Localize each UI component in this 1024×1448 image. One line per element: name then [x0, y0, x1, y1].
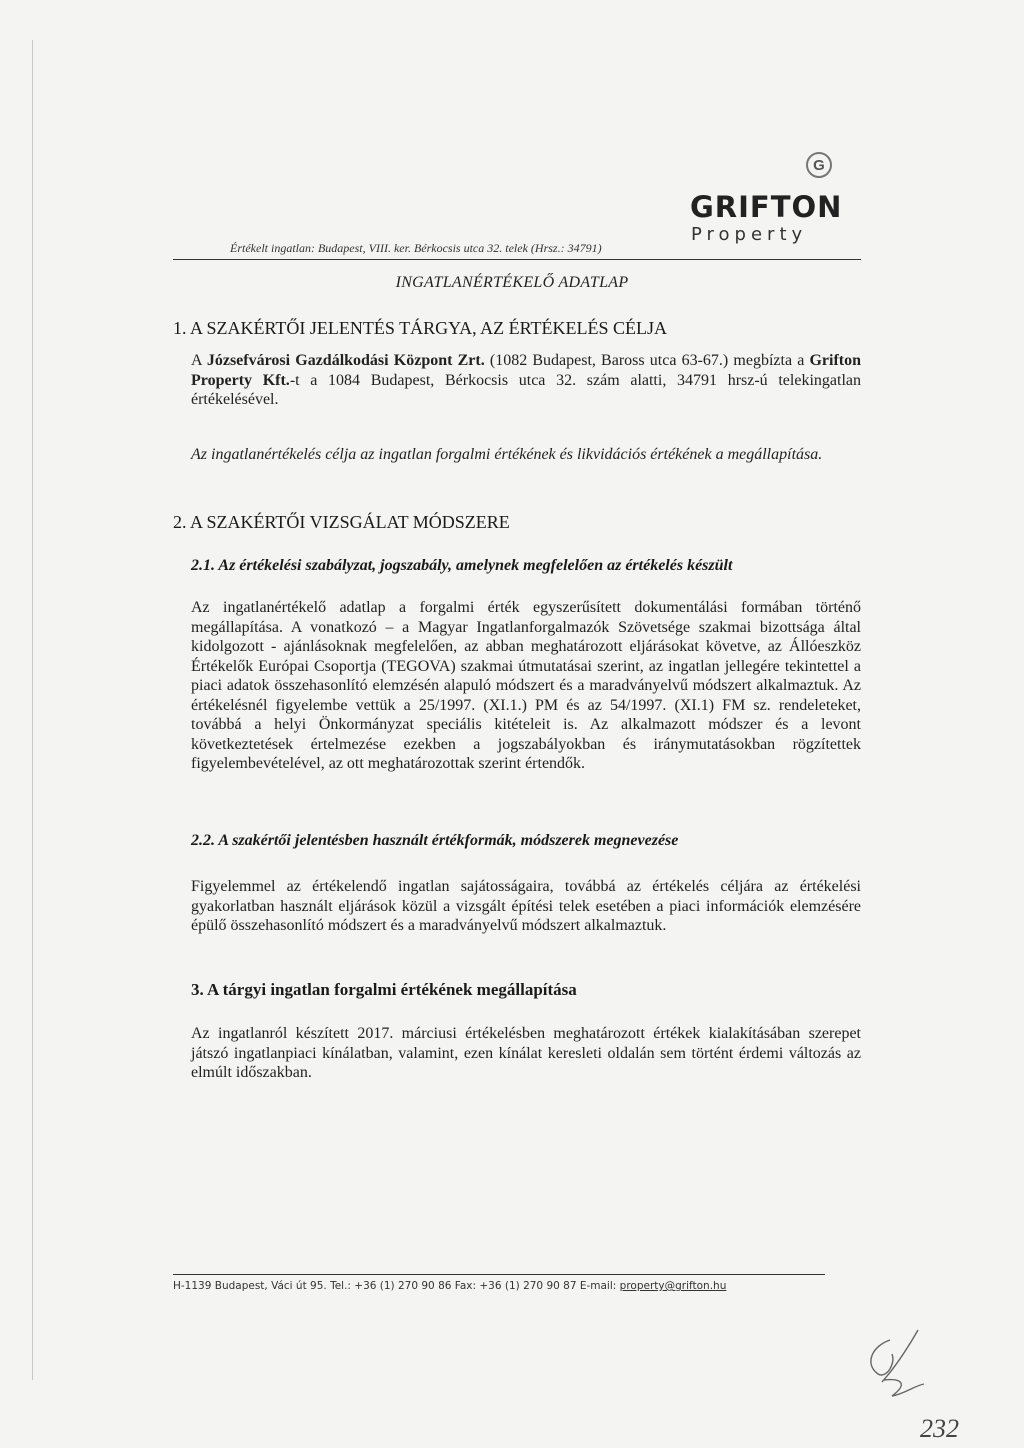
logo-name: GRIFTON: [690, 190, 843, 224]
section-1-paragraph-2: Az ingatlanértékelés célja az ingatlan forgalmi értékének és likvidációs értékének a megállapítása.: [191, 446, 823, 463]
property-line: Értékelt ingatlan: Budapest, VIII. ker. Bérkocsis utca 32. telek (Hrsz.: 34791): [230, 241, 602, 255]
section-2-heading: 2. A SZAKÉRTŐI VIZSGÁLAT MÓDSZERE: [173, 512, 510, 532]
grifton-logo-icon: G: [806, 152, 832, 178]
footer-address: H-1139 Budapest, Váci út 95. Tel.: +36 (1) 270 90 86 Fax: +36 (1) 270 90 87 E-mail:: [173, 1280, 620, 1292]
page-number: 232: [920, 1414, 959, 1443]
document-title: INGATLANÉRTÉKELŐ ADATLAP: [395, 274, 629, 291]
section-3-paragraph: Az ingatlanról készített 2017. márciusi értékelésben meghatározott értékek kialakításában szerepet játszó ingatlanpiaci kínálatban, valamint, ezen kínálat keresleti oldalán sem történt érdemi változás az elmúlt időszakban.: [191, 1025, 861, 1081]
section-2-1-heading: 2.1. Az értékelési szabályzat, jogszabály, amelynek megfelelően az értékelés készült: [191, 557, 733, 574]
header-divider: [173, 259, 861, 260]
logo-subtitle: Property: [691, 224, 808, 245]
footer-divider: [173, 1274, 825, 1275]
footer-email-link[interactable]: property@grifton.hu: [619, 1280, 727, 1292]
section-3-heading: 3. A tárgyi ingatlan forgalmi értékének megállapítása: [191, 980, 577, 999]
section-2-1-paragraph: Az ingatlanértékelő adatlap a forgalmi érték egyszerűsített dokumentálási formában történő megállapítása. A vonatkozó – a Magyar Ingatlanforgalmazók Szövetsége szakmai bizottsága által kidolgozott - ajánlásoknak megfelelően, az abban meghatározott eljárásokat követve, az Állóeszköz Értékelők Európai Csoportja (TEGOVA) szakmai útmutatásai szerint, az ingatlan jellegére tekintettel a piaci adatok összehasonlító elemzésén alapuló módszert és a maradványelvű módszert alkalmaztuk. Az értékelésnél figyelembe vettük a 25/1997. (XI.1.) PM és az 54/1997. (XI.1) FM sz. rendeleteket, továbbá a helyi Önkormányzat speciális kitételeit is. Az alkalmazott módszer és a levont következtetések értelmezése ezekben a jogszabályokban és iránymutatásokban rögzítettek figyelembevételével, az ott meghatározottak szerint értendők.: [191, 599, 861, 772]
section-1-paragraph-1: A Józsefvárosi Gazdálkodási Központ Zrt. (1082 Budapest, Baross utca 63-67.) megbízta a Grifton Property Kft.-t a 1084 Budapest, Bérkocsis utca 32. szám alatti, 34791 hrsz-ú telekingatlan értékelésével.: [191, 352, 862, 408]
section-1-heading: 1. A SZAKÉRTŐI JELENTÉS TÁRGYA, AZ ÉRTÉKELÉS CÉLJA: [173, 318, 667, 338]
footer: [173, 1280, 726, 1292]
scan-edge: [32, 40, 33, 1380]
signature-icon: [852, 1324, 932, 1404]
section-2-2-paragraph: Figyelemmel az értékelendő ingatlan sajátosságaira, továbbá az értékelés céljára az értékelési gyakorlatban használt eljárások közül a vizsgált építési telek esetében a piaci információk elemzésére épülő összehasonlító módszert és a maradványelvű módszert alkalmaztuk.: [191, 878, 861, 934]
section-2-2-heading: 2.2. A szakértői jelentésben használt értékformák, módszerek megnevezése: [191, 832, 679, 849]
